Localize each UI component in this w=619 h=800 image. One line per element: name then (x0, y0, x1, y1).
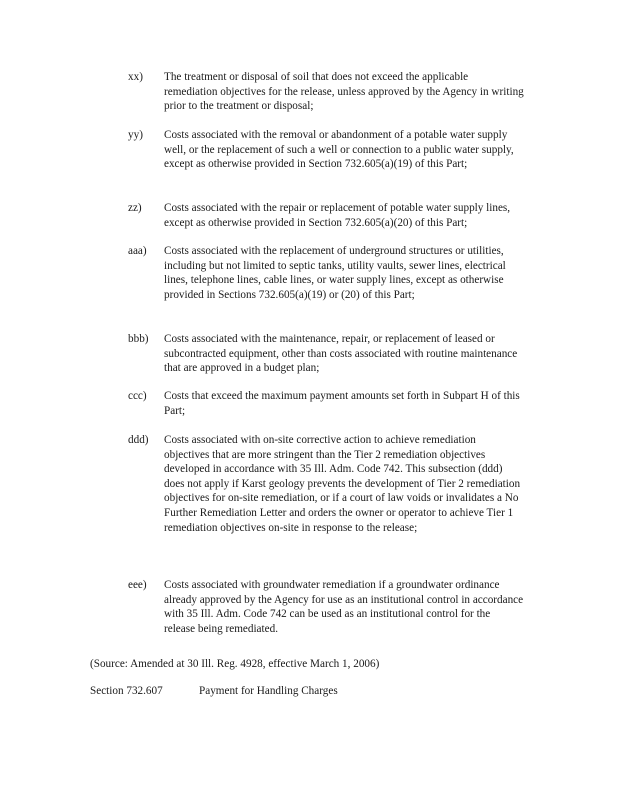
list-item-zz (128, 201, 528, 230)
item-text: The treatment or disposal of soil that does not exceed the applicable remediation objectives for the release, unless approved by the Agency in writing prior to the treatment or disposal; (164, 71, 524, 113)
source-note: (Source: Amended at 30 Ill. Reg. 4928, effective March 1, 2006) (90, 658, 380, 670)
list-item-eee (128, 578, 528, 636)
list-item-xx (128, 70, 528, 114)
item-text: Costs associated with groundwater remediation if a groundwater ordinance already approved by the Agency for use as an institutional control in accordance with 35 Ill. Adm. Code 742 can be used as an institutional control for the release being remediated. (164, 579, 524, 635)
item-label: bbb) (128, 333, 149, 345)
item-text: Costs associated with the removal or abandonment of a potable water supply well, or the replacement of such a well or connection to a public water supply, except as otherwise provided in Section 732.605(a)(19) of this Part; (164, 129, 514, 171)
item-label: xx) (128, 71, 143, 83)
list-item-yy (128, 128, 528, 172)
item-text: Costs associated with the repair or replacement of potable water supply lines, except as otherwise provided in Section 732.605(a)(20) of this Part; (164, 202, 511, 229)
list-item-bbb (128, 332, 528, 376)
item-text: Costs associated with the maintenance, repair, or replacement of leased or subcontracted equipment, other than costs associated with routine maintenance that are approved in a budget plan; (164, 333, 518, 375)
item-label: ddd) (128, 434, 149, 446)
item-text: Costs that exceed the maximum payment amounts set forth in Subpart H of this Part; (164, 390, 520, 417)
section-number: Section 732.607 (90, 685, 163, 697)
item-label: aaa) (128, 245, 147, 257)
item-label: ccc) (128, 390, 147, 402)
item-label: zz) (128, 202, 142, 214)
item-text: Costs associated with on-site corrective action to achieve remediation objectives that are more stringent than the Tier 2 remediation objectives developed in accordance with 35 Ill. Adm. Code 742. This subsection (ddd) does not apply if Karst geology prevents the development of Tier 2 remediation objectives for on-site remediation, or if a court of law voids or invalidates a No Further Remediation Letter and orders the owner or operator to achieve Tier 1 remediation objectives on-site in response to the release; (164, 434, 521, 534)
list-item-ddd (128, 433, 528, 535)
section-title: Payment for Handling Charges (199, 685, 338, 697)
item-text: Costs associated with the replacement of underground structures or utilities, including but not limited to septic tanks, utility vaults, sewer lines, electrical lines, telephone lines, cable lines, or water supply lines, except as otherwise provided in Sections 732.605(a)(19) or (20) of this Part; (164, 245, 506, 301)
list-item-ccc (128, 389, 528, 418)
item-label: eee) (128, 579, 147, 591)
item-label: yy) (128, 129, 143, 141)
list-item-aaa (128, 244, 528, 302)
